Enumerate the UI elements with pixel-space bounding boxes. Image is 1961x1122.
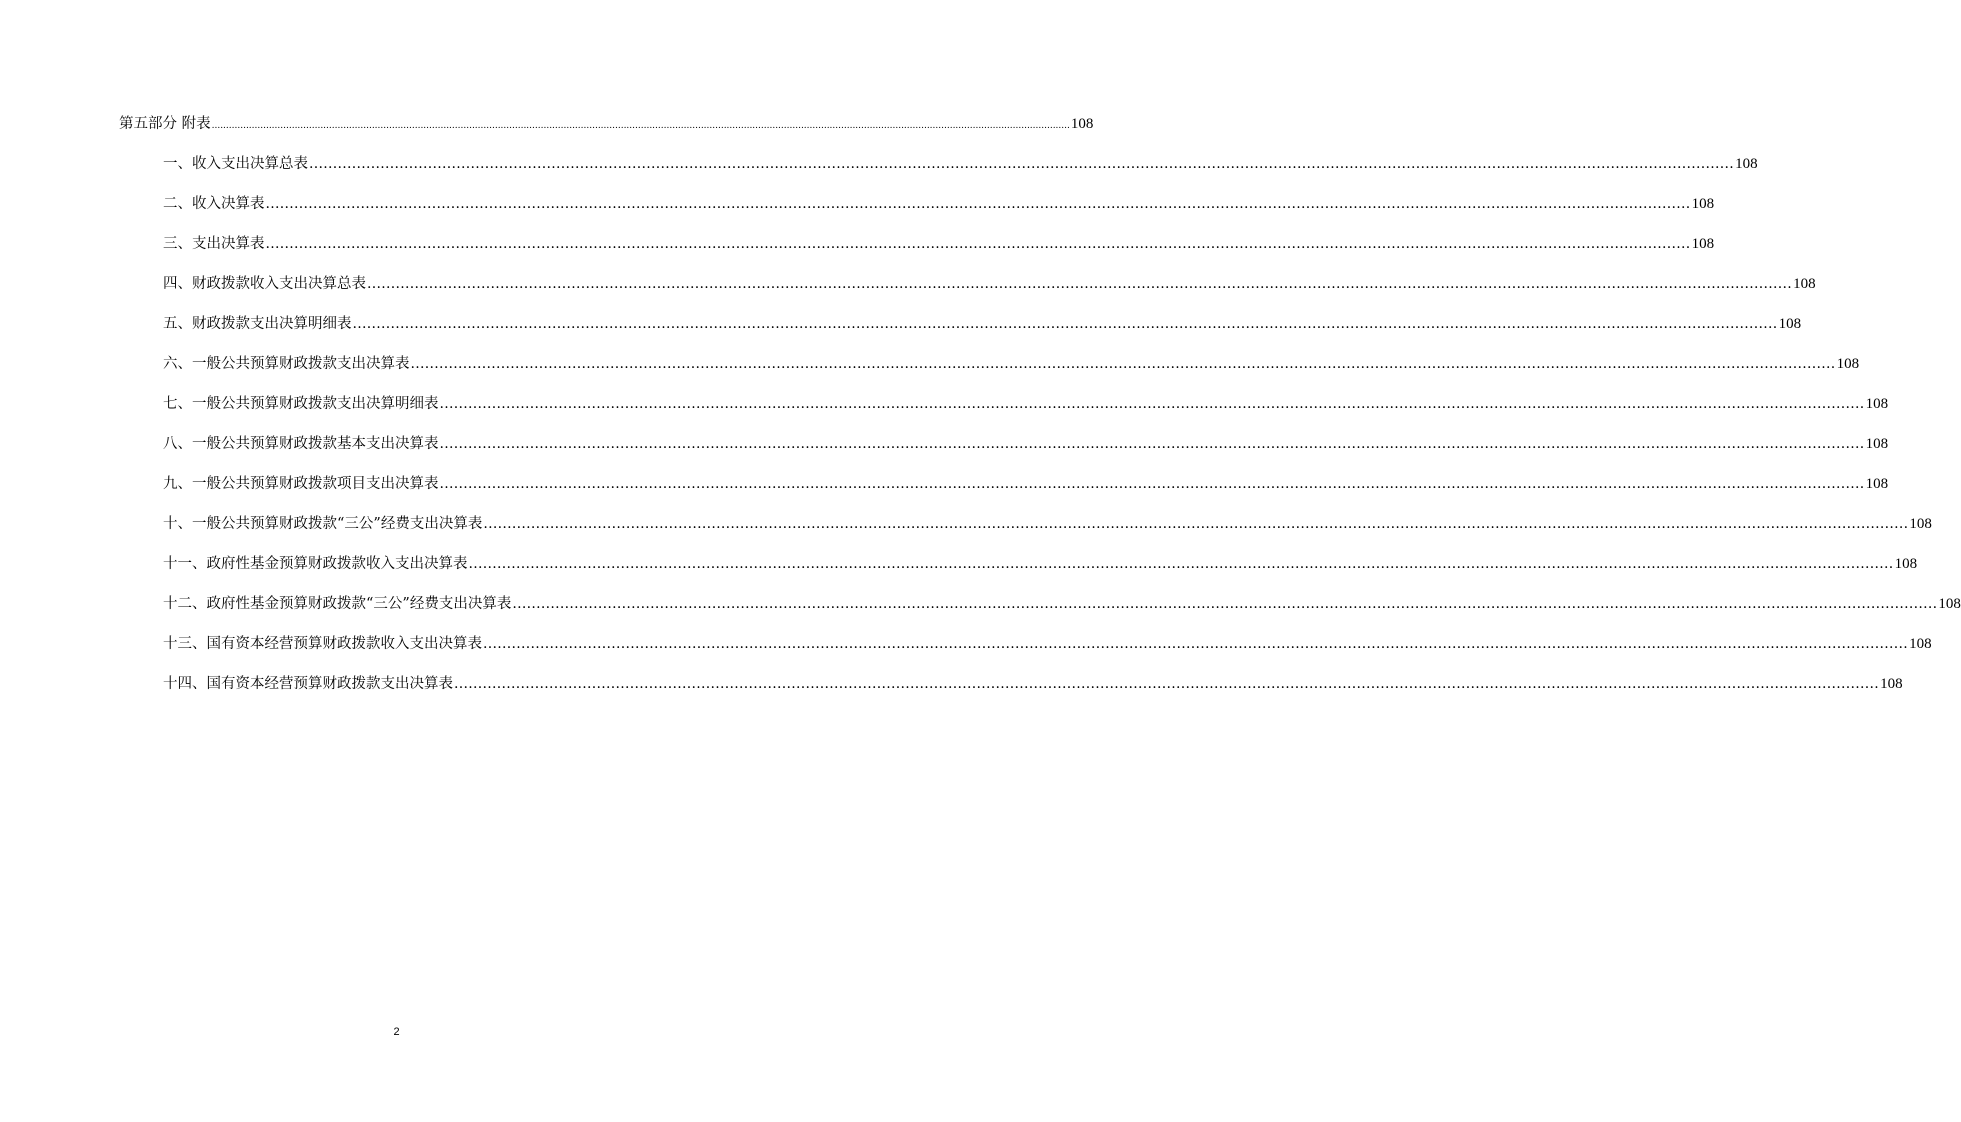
toc-dot-leader: ............................................................................................................................................................................................................................................................................................................ xyxy=(352,316,1778,332)
toc-item[interactable] xyxy=(163,272,1816,296)
toc-dot-leader: ............................................................................................................................................................................................................................................................................................................ xyxy=(483,636,1909,652)
toc-item[interactable] xyxy=(163,152,1758,176)
toc-dot-leader: ............................................................................................................................................................................................................................................................................................................ xyxy=(410,356,1836,372)
toc-item-label: 九、一般公共预算财政拨款项目支出决算表 xyxy=(163,476,439,492)
toc-item-page: 108 xyxy=(1865,476,1889,492)
toc-item-label: 十三、国有资本经营预算财政拨款收入支出决算表 xyxy=(163,636,482,652)
toc-item-page: 108 xyxy=(1735,156,1758,172)
toc-item[interactable] xyxy=(163,192,1715,216)
toc-section-page: 108 xyxy=(1070,116,1094,132)
toc-item-page: 108 xyxy=(1909,636,1932,652)
toc-item-page: 108 xyxy=(1865,396,1889,412)
toc-item-page: 108 xyxy=(1880,676,1903,692)
toc-dot-leader: ............................................................................................................................................................................................................................................................................................................ xyxy=(468,556,1894,572)
toc-dot-leader: ............................................................................................................................................................................................................................................................................................................ xyxy=(454,676,1880,692)
toc-dot-leader: ............................................................................................................................................................................................................................................................................................................ xyxy=(439,436,1865,452)
toc-item[interactable] xyxy=(163,552,1918,576)
toc-dot-leader: ............................................................................................................................................................................................................................................................................................................ xyxy=(367,276,1793,292)
toc-item[interactable] xyxy=(163,392,1889,416)
toc-item[interactable] xyxy=(163,672,1903,696)
toc-item-label: 八、一般公共预算财政拨款基本支出决算表 xyxy=(163,436,439,452)
toc-dot-leader: ............................................................................................................................................................................................................................................................................................................ xyxy=(265,236,1691,252)
toc-item-label: 二、收入决算表 xyxy=(163,196,265,212)
toc-item-label: 十一、政府性基金预算财政拨款收入支出决算表 xyxy=(163,556,468,572)
toc-item-page: 108 xyxy=(1894,556,1918,572)
toc-item-label: 六、一般公共预算财政拨款支出决算表 xyxy=(163,356,410,372)
toc-dot-leader: ............................................................................................................................................................................................................................................................................................................ xyxy=(309,156,1735,172)
toc-item[interactable] xyxy=(163,352,1860,376)
toc-item[interactable] xyxy=(163,512,1932,536)
toc-item-page: 108 xyxy=(1836,356,1860,372)
toc-item-page: 108 xyxy=(1865,436,1889,452)
toc-item[interactable] xyxy=(163,632,1932,656)
toc-item-page: 108 xyxy=(1909,516,1932,532)
toc-item-label: 十四、国有资本经营预算财政拨款支出决算表 xyxy=(163,676,453,692)
toc-item[interactable] xyxy=(163,472,1889,496)
toc-section-heading[interactable] xyxy=(119,112,1094,136)
toc-dot-leader: ............................................................................................................................................................................................................................................................................................................ xyxy=(439,396,1865,412)
toc-dot-leader: ............................................................................................................................................................................................................................................................................................................ xyxy=(211,121,1070,131)
toc-item-page: 108 xyxy=(1778,316,1802,332)
toc-item-label: 五、财政拨款支出决算明细表 xyxy=(163,316,352,332)
toc-dot-leader: ............................................................................................................................................................................................................................................................................................................ xyxy=(512,596,1938,612)
toc-item[interactable] xyxy=(163,592,1961,616)
toc-item-label: 四、财政拨款收入支出决算总表 xyxy=(163,276,366,292)
toc-dot-leader: ............................................................................................................................................................................................................................................................................................................ xyxy=(439,476,1865,492)
toc-dot-leader: ............................................................................................................................................................................................................................................................................................................ xyxy=(265,196,1691,212)
toc-item[interactable] xyxy=(163,432,1889,456)
toc-item[interactable] xyxy=(163,312,1802,336)
toc-item-page: 108 xyxy=(1938,596,1961,612)
toc-item[interactable] xyxy=(163,232,1715,256)
toc-item-label: 十、一般公共预算财政拨款“三公”经费支出决算表 xyxy=(163,516,483,532)
toc-item-page: 108 xyxy=(1793,276,1816,292)
toc-dot-leader: ............................................................................................................................................................................................................................................................................................................ xyxy=(483,516,1909,532)
toc-item-label: 七、一般公共预算财政拨款支出决算明细表 xyxy=(163,396,439,412)
toc-item-page: 108 xyxy=(1691,196,1715,212)
toc-section-label: 第五部分 附表 xyxy=(119,116,211,132)
toc-item-label: 十二、政府性基金预算财政拨款“三公”经费支出决算表 xyxy=(163,596,512,612)
toc-item-page: 108 xyxy=(1691,236,1715,252)
toc-item-label: 三、支出决算表 xyxy=(163,236,265,252)
toc-item-label: 一、收入支出决算总表 xyxy=(163,156,308,172)
page-number: 2 xyxy=(393,1026,400,1038)
